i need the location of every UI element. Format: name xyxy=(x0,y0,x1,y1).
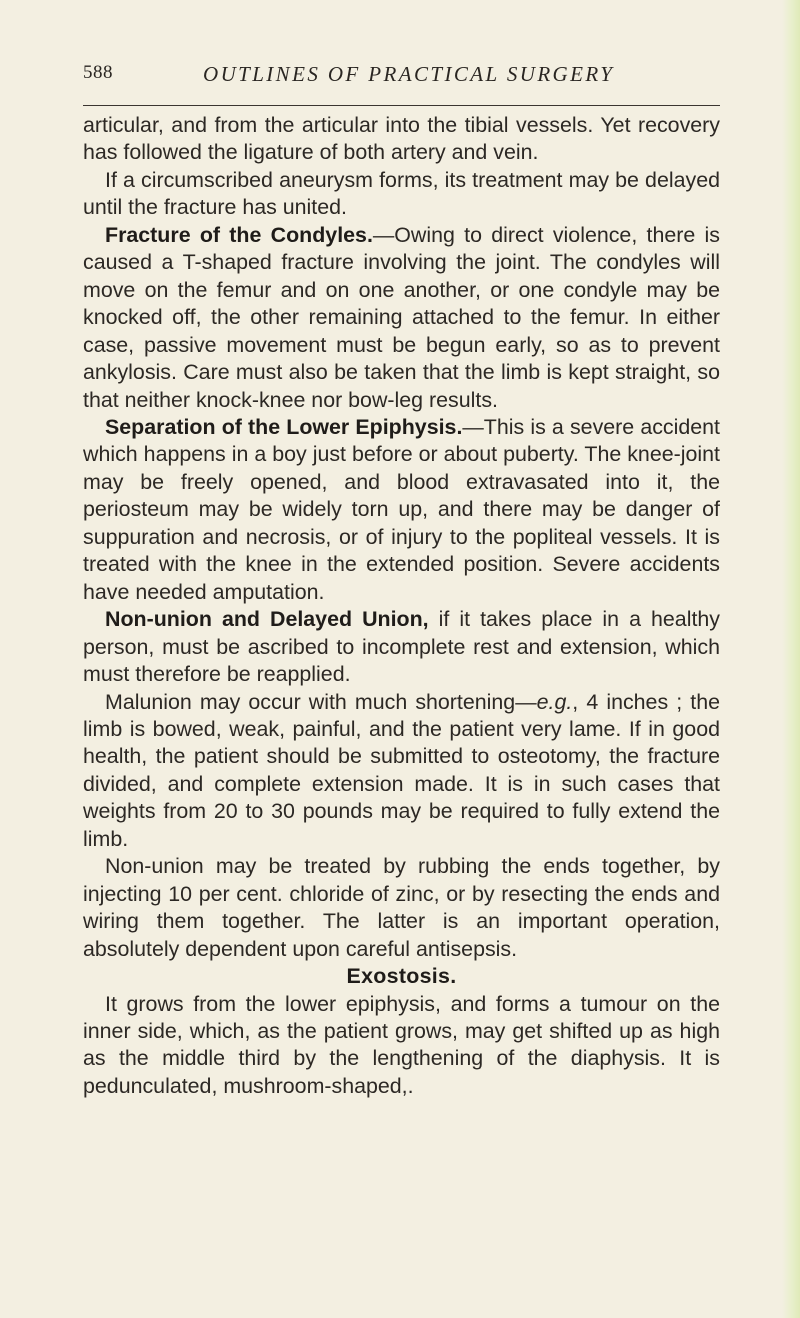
paragraph-malunion xyxy=(83,689,720,854)
heading-non-union: Non-union and Delayed Union, xyxy=(105,607,429,632)
running-head: OUTLINES OF PRACTICAL SURGERY xyxy=(203,62,615,86)
paragraph-non-union-treatment: Non-union may be treated by rubbing the ends together, by injecting 10 per cent. chloride of zinc, or by resecting the ends and wiring them together. The latter is an important operation, absolutely dependent upon careful antisepsis. xyxy=(83,854,720,961)
paragraph-continuation: articular, and from the articular into the tibial vessels. Yet recovery has followed the ligature of both artery and vein. xyxy=(83,113,720,165)
body-text xyxy=(83,112,720,1100)
text-fracture-condyles: —Owing to direct violence, there is caused a T-shaped fracture involving the joint. The condyles will move on the femur and on one another, or one condyle may be knocked off, the other remaining attached to the femur. In either case, passive movement must be begun early, so as to prevent ankylosis. Care must also be taken that the limb is kept straight, so that neither knock-knee nor bow-leg results. xyxy=(83,222,721,412)
page-header xyxy=(83,62,720,102)
paragraph-non-union xyxy=(83,606,720,688)
header-rule xyxy=(83,105,720,106)
heading-separation-epiphysis: Separation of the Lower Epiphysis. xyxy=(105,414,463,439)
text-non-union: if it takes place in a healthy person, must be ascribed to incomplete rest and extension, which must therefore be reapplied. xyxy=(83,607,720,687)
text-malunion-before: Malunion may occur with much shortening— xyxy=(105,689,537,714)
text-malunion-italic: e.g. xyxy=(536,689,573,714)
paragraph-aneurysm: If a circumscribed aneurysm forms, its treatment may be delayed until the fracture has united. xyxy=(83,167,720,220)
heading-fracture-condyles: Fracture of the Condyles. xyxy=(105,222,373,247)
page-number: 588 xyxy=(83,62,113,83)
text-malunion-after: , 4 inches ; the limb is bowed, weak, painful, and the patient very lame. If in good health, the patient should be submitted to osteotomy, the fracture divided, and complete extension made. It is in such cases that weights from 20 to 30 pounds may be required to fully extend the limb. xyxy=(83,689,721,851)
text-separation-epiphysis: —This is a severe accident which happens in a boy just before or about puberty. The knee-joint may be freely opened, and blood extravasated into it, the periosteum may be widely torn up, and there may be danger of suppuration and necrosis, or of injury to the popliteal vessels. It is treated with the knee in the extended position. Severe accidents have needed amputation. xyxy=(83,414,720,604)
paragraph-condyles xyxy=(83,222,720,414)
paragraph-exostosis: It grows from the lower epiphysis, and forms a tumour on the inner side, which, as the patient grows, may get shifted up as high as the middle third by the lengthening of the diaphysis. It is pedunculated, mushroom-shaped,. xyxy=(83,991,720,1098)
section-heading-exostosis: Exostosis. xyxy=(346,964,457,989)
page-edge-shadow xyxy=(782,0,800,1318)
paragraph-epiphysis xyxy=(83,414,720,606)
